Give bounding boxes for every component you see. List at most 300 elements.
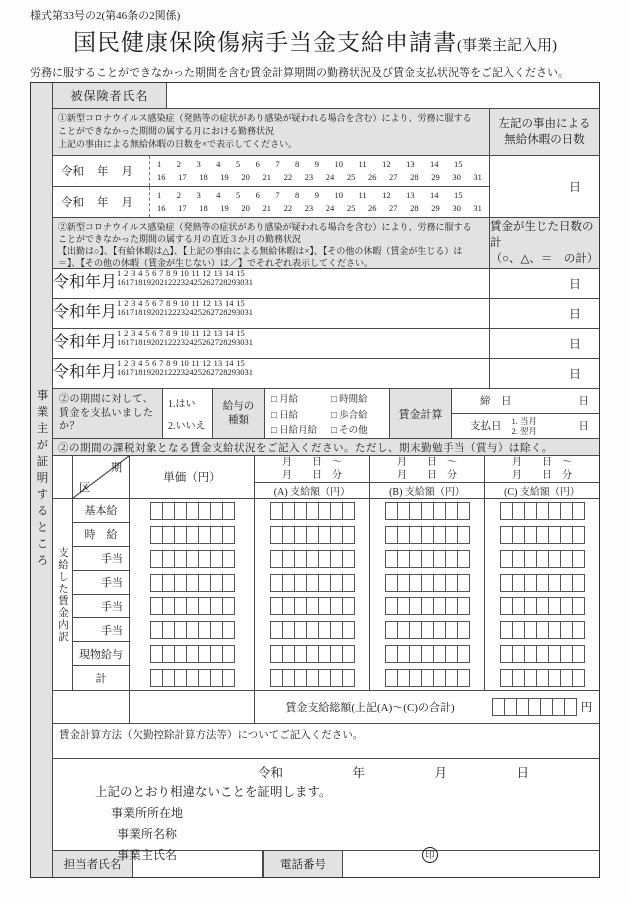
day-numbers-16-31 (157, 173, 482, 182)
digit-boxes (492, 698, 576, 716)
digit-boxes-cell (255, 499, 369, 523)
salary-type-line: 給与の (222, 400, 255, 412)
section2-description (53, 218, 489, 268)
digit-boxes (150, 550, 234, 568)
day-number: 15 (236, 358, 245, 368)
day-number: 22 (283, 202, 293, 213)
day-number: 24 (185, 337, 194, 347)
day-number: 1 (157, 189, 162, 200)
era-label: 令和 (61, 165, 84, 178)
row-label-total: 計 (95, 673, 107, 686)
salary-type-option (271, 407, 331, 421)
day-number: 17 (178, 202, 187, 213)
digit-box (457, 550, 470, 568)
day-number: 24 (185, 277, 194, 287)
day-number: 11 (191, 328, 200, 338)
digit-box (457, 621, 470, 639)
day-number: 22 (283, 171, 293, 182)
checkbox-icon: □ (271, 426, 277, 437)
day-number: 19 (220, 202, 229, 213)
closing-day-row (452, 389, 599, 414)
day-number: 6 (152, 328, 157, 338)
digit-boxes (270, 502, 354, 520)
checkbox-icon: □ (331, 410, 337, 421)
day-number: 9 (173, 358, 178, 368)
day-number: 9 (173, 298, 178, 308)
digit-boxes-cell (130, 618, 254, 642)
owner-name-label: 事業主氏名 (117, 848, 178, 862)
day-number: 9 (314, 189, 319, 200)
payment-question-row (53, 389, 599, 439)
day-number: 2 (124, 298, 129, 308)
era-date-cell (53, 359, 117, 388)
contact-person-label: 担当者氏名 (53, 851, 133, 877)
day-number: 13 (406, 158, 415, 169)
day-unit: 日 (578, 396, 589, 408)
section1-right-header (489, 109, 599, 155)
digit-boxes (500, 502, 584, 520)
year-label: 年 (85, 274, 102, 291)
day-number: 25 (193, 367, 203, 377)
day-number: 6 (152, 268, 157, 278)
paid-days-cell: 日 (489, 329, 599, 358)
year-label: 年 (85, 364, 102, 381)
digit-boxes (500, 645, 584, 663)
insured-name-row (53, 83, 599, 109)
day-number: 1 (117, 298, 122, 308)
digit-boxes (500, 550, 584, 568)
day-number: 20 (241, 202, 250, 213)
day-number: 30 (236, 307, 245, 317)
day-number: 9 (173, 268, 178, 278)
day-number: 29 (227, 337, 237, 347)
date-era: 令和 (258, 766, 284, 780)
era-date-cell (53, 269, 117, 298)
checkbox-icon: □ (271, 394, 277, 405)
total-spacer (53, 691, 130, 723)
day-number: 7 (159, 268, 164, 278)
day-number: 26 (367, 202, 377, 213)
payday-options (512, 416, 538, 436)
day-number: 17 (125, 367, 135, 377)
digit-boxes-cell (485, 666, 599, 690)
digit-boxes (150, 526, 234, 544)
day-number: 18 (134, 367, 143, 377)
day-number: 29 (227, 307, 237, 317)
day-number: 4 (216, 158, 221, 169)
unpaid-leave-days-cell: 日 (489, 156, 599, 217)
day-number: 31 (473, 202, 482, 213)
day-number: 2 (124, 358, 129, 368)
section2-desc-line: 【出勤は○】、【有給休暇は△】、【上記の事由による無給休暇は×】、【その他の休暇（賃金が生じる）は (58, 246, 463, 256)
digit-box (457, 645, 470, 663)
section2-calendar-row (53, 359, 599, 389)
digit-box (572, 550, 585, 568)
day-grid (117, 359, 253, 388)
digit-boxes-cell (485, 523, 599, 547)
digit-box (457, 597, 470, 615)
day-number: 5 (145, 298, 150, 308)
day-number: 15 (236, 328, 245, 338)
day-number: 28 (219, 367, 228, 377)
digit-boxes (385, 502, 469, 520)
digit-box (457, 526, 470, 544)
unit-price-column (130, 499, 255, 690)
day-number: 16 (157, 171, 166, 182)
digit-boxes-cell (370, 499, 484, 523)
day-number: 6 (255, 189, 260, 200)
page-title (0, 24, 630, 57)
day-number: 1 (117, 328, 122, 338)
day-number: 20 (241, 171, 250, 182)
digit-boxes-cell (485, 642, 599, 666)
calendar-row (53, 187, 489, 217)
section1-right-line: 左記の事由による (498, 118, 591, 130)
day-number: 29 (227, 367, 237, 377)
day-numbers-16-31 (117, 278, 253, 287)
salary-type-option (331, 422, 387, 436)
day-number: 13 (213, 298, 223, 308)
digit-box (572, 669, 585, 687)
digit-boxes-cell (130, 523, 254, 547)
day-number: 22 (168, 277, 177, 287)
day-number: 17 (125, 277, 135, 287)
digit-boxes-cell (370, 666, 484, 690)
day-number: 8 (295, 158, 300, 169)
day-number: 1 (117, 358, 122, 368)
day-number: 18 (199, 202, 208, 213)
day-numbers-16-31 (117, 338, 253, 347)
application-form (30, 82, 600, 878)
digit-box (457, 669, 470, 687)
day-number: 7 (275, 158, 280, 169)
digit-boxes (500, 574, 584, 592)
salary-type-text: 歩合給 (339, 410, 368, 421)
amount-header-a: (A) 支給額（円） (273, 487, 351, 498)
day-number: 24 (325, 171, 335, 182)
salary-type-label (213, 389, 265, 438)
digit-boxes (385, 550, 469, 568)
day-number: 27 (210, 337, 220, 347)
era-label: 令和 (53, 334, 86, 351)
day-number: 7 (159, 328, 164, 338)
owner-name-line (117, 846, 599, 863)
title-suffix: (事業主記入用) (457, 38, 557, 54)
day-number: 15 (454, 158, 463, 169)
section2-right-line: 賃金が生じた日数の計 (490, 221, 594, 249)
month-label: 月 (121, 196, 133, 209)
wage-table-body (53, 499, 599, 691)
day-number: 10 (180, 328, 189, 338)
digit-box (572, 574, 585, 592)
row-label-hourly-wage: 時 給 (73, 523, 129, 547)
amount-header-b: (B) 支給額（円） (389, 487, 465, 498)
day-number: 13 (213, 358, 223, 368)
day-number: 30 (452, 171, 461, 182)
office-address-label: 事業所所在地 (111, 806, 184, 820)
breakdown-label: 支給した賃金内訳 (57, 546, 68, 643)
day-number: 6 (152, 358, 157, 368)
day-number: 12 (202, 358, 211, 368)
amount-column-a (255, 499, 370, 690)
period-label: 期 (111, 462, 122, 474)
day-number: 19 (220, 171, 229, 182)
digit-box (222, 574, 235, 592)
salary-type-text: 日給 (279, 410, 299, 421)
day-number: 10 (334, 158, 343, 169)
digit-box (222, 645, 235, 663)
day-number: 10 (180, 268, 189, 278)
day-number: 16 (117, 307, 126, 317)
day-number: 17 (178, 171, 187, 182)
day-number: 12 (382, 158, 391, 169)
day-number: 11 (191, 268, 200, 278)
section1-desc-line: 上記の事由による無給休暇の日数を×で表示してください。 (58, 139, 298, 149)
payment-answer-options (163, 389, 213, 438)
day-number: 3 (131, 358, 136, 368)
section2-desc-line: ことができなかった期間の属する月の直近３か月の勤務状況 (58, 234, 302, 244)
day-number: 2 (124, 328, 129, 338)
section1-desc-line: ①新型コロナウイルス感染症（発熱等の症状があり感染が疑われる場合を含む）により、労務に服する (58, 113, 472, 123)
year-label: 年 (85, 304, 102, 321)
calendar-row (53, 329, 489, 358)
day-number: 14 (430, 189, 439, 200)
day-number: 25 (193, 307, 203, 317)
day-number: 31 (473, 171, 482, 182)
row-label-allowance: 手当 (73, 618, 129, 642)
digit-box (222, 669, 235, 687)
digit-boxes-cell (485, 547, 599, 571)
digit-boxes-cell (255, 547, 369, 571)
day-number: 14 (224, 358, 234, 368)
row-label-allowance: 手当 (73, 547, 129, 571)
digit-boxes-cell (255, 523, 369, 547)
day-number: 15 (236, 268, 245, 278)
total-spacer (130, 691, 255, 723)
digit-boxes-cell (255, 595, 369, 619)
day-number: 7 (275, 189, 280, 200)
day-number: 12 (382, 189, 391, 200)
day-numbers-16-31 (157, 204, 482, 213)
wage-calc-label: 賃金計算 (390, 389, 452, 438)
digit-boxes (150, 669, 234, 687)
day-grid (117, 269, 253, 298)
month-label: 月 (101, 304, 118, 321)
salary-type-option (271, 422, 331, 436)
amount-column-c (485, 499, 599, 690)
calc-method-note: 賃金計算方法（欠勤控除計算方法等）についてご記入ください。 (53, 724, 599, 759)
day-number: 29 (227, 277, 237, 287)
payment-question: ②の期間に対して、賃金を支払いましたか？ (53, 389, 163, 438)
salary-type-options (265, 389, 390, 438)
digit-box (342, 621, 355, 639)
era-date-cell (53, 329, 117, 358)
day-number: 21 (159, 367, 169, 377)
digit-boxes-cell (130, 666, 254, 690)
day-number: 28 (410, 171, 419, 182)
day-number: 31 (244, 277, 254, 287)
period-range-line: 月 日 ～ (397, 457, 457, 468)
digit-box (572, 526, 585, 544)
salary-type-text: 月給 (279, 394, 299, 405)
day-number: 5 (145, 358, 150, 368)
digit-boxes (500, 669, 584, 687)
day-number: 29 (431, 171, 440, 182)
period-range-line: 月 日 分 (282, 470, 342, 481)
day-number: 30 (236, 277, 245, 287)
day-number: 18 (199, 171, 208, 182)
wage-total-row (53, 691, 599, 724)
digit-boxes-cell (370, 642, 484, 666)
insured-name-field (166, 83, 599, 108)
day-number: 9 (314, 158, 319, 169)
day-number: 3 (196, 158, 201, 169)
digit-boxes (385, 574, 469, 592)
section2-calendar-row (53, 299, 599, 329)
digit-boxes-cell (130, 642, 254, 666)
digit-boxes (385, 669, 469, 687)
option-yes: 1.はい (168, 399, 196, 411)
payday-label: 支払日 (470, 421, 502, 433)
yen-label: 円 (580, 702, 593, 714)
checkbox-icon: □ (271, 410, 277, 421)
day-number: 23 (304, 202, 314, 213)
digit-boxes (270, 550, 354, 568)
day-number: 4 (138, 358, 143, 368)
salary-type-text: その他 (339, 426, 368, 437)
day-number: 30 (236, 367, 245, 377)
digit-box (342, 502, 355, 520)
section1-description (53, 109, 489, 155)
office-name-label: 事業所名称 (117, 827, 178, 841)
digit-box (222, 597, 235, 615)
row-label-base-salary: 基本給 (73, 499, 129, 523)
title-main: 国民健康保険傷病手当金支給申請書 (73, 30, 457, 55)
day-number: 8 (166, 268, 171, 278)
year-label: 年 (97, 196, 109, 209)
digit-boxes (150, 502, 234, 520)
day-number: 8 (295, 189, 300, 200)
section1-calendar-block (53, 156, 599, 218)
taxable-wage-note: ②の期間の課税対象となる賃金支給状況をご記入ください。ただし、期末勤勉手当（賞与）は除く。 (53, 439, 599, 456)
section2-desc-line: ②新型コロナウイルス感染症（発熱等の症状があり感染が疑われる場合を含む）により、労務に服する (58, 222, 472, 232)
day-number: 23 (304, 171, 314, 182)
digit-boxes (385, 526, 469, 544)
day-number: 22 (168, 307, 177, 317)
day-number: 21 (159, 337, 169, 347)
day-number: 7 (159, 358, 164, 368)
digit-boxes-cell (485, 595, 599, 619)
day-numbers-1-15 (157, 191, 463, 200)
year-label: 年 (85, 334, 102, 351)
day-number: 11 (191, 358, 200, 368)
digit-boxes (150, 645, 234, 663)
day-number: 13 (213, 328, 223, 338)
date-year: 年 (352, 766, 365, 780)
period-range (485, 456, 599, 483)
digit-boxes-cell (370, 523, 484, 547)
unit-price-header: 単価（円） (130, 456, 255, 498)
certification-date (258, 763, 529, 781)
day-number: 18 (134, 277, 143, 287)
section2-calendar-row (53, 329, 599, 359)
era-date-cell (53, 156, 149, 186)
period-range-line: 月 日 ～ (282, 457, 342, 468)
row-label-allowance: 手当 (73, 571, 129, 595)
day-number: 23 (176, 337, 186, 347)
day-number: 15 (454, 189, 463, 200)
era-label: 令和 (53, 274, 86, 291)
day-grid (149, 156, 489, 186)
row-label-column (73, 499, 130, 690)
period-range (255, 456, 369, 483)
day-number: 28 (410, 202, 419, 213)
day-number: 23 (176, 307, 186, 317)
day-number: 24 (325, 202, 335, 213)
day-numbers-16-31 (117, 368, 253, 377)
day-number: 26 (367, 171, 377, 182)
period-range-line: 月 日 ～ (512, 457, 572, 468)
day-number: 17 (125, 337, 135, 347)
section1-calendar-rows (53, 156, 489, 217)
digit-boxes-cell (370, 618, 484, 642)
section2-calendar-row (53, 269, 599, 299)
calendar-row (53, 299, 489, 328)
digit-boxes (150, 621, 234, 639)
period-range (370, 456, 484, 483)
day-number: 4 (138, 268, 143, 278)
day-number: 19 (142, 367, 152, 377)
row-label-in-kind: 現物給与 (73, 642, 129, 666)
day-number: 10 (334, 189, 343, 200)
digit-boxes-cell (255, 642, 369, 666)
insured-name-label: 被保険者氏名 (53, 83, 166, 108)
day-number: 21 (159, 307, 169, 317)
day-number: 18 (134, 337, 143, 347)
day-number: 23 (176, 277, 186, 287)
digit-boxes-cell (485, 571, 599, 595)
period-range-line: 月 日 分 (512, 470, 572, 481)
calendar-row (53, 269, 489, 298)
calendar-row (53, 156, 489, 187)
day-number: 31 (244, 307, 254, 317)
digit-boxes-cell (255, 618, 369, 642)
day-number: 2 (176, 189, 181, 200)
day-number: 31 (244, 367, 254, 377)
day-number: 24 (185, 367, 194, 377)
digit-boxes-cell (255, 666, 369, 690)
day-number: 16 (117, 367, 126, 377)
digit-box (457, 574, 470, 592)
paid-days-cell: 日 (489, 359, 599, 388)
day-number: 25 (193, 277, 203, 287)
paid-days-cell: 日 (489, 299, 599, 328)
day-number: 10 (180, 358, 189, 368)
day-number: 25 (346, 202, 356, 213)
paid-days-cell: 日 (489, 269, 599, 298)
era-date-cell (53, 299, 117, 328)
seal-icon: 印 (422, 847, 438, 863)
option-no: 2.いいえ (168, 420, 206, 432)
day-number: 4 (216, 189, 221, 200)
day-number: 20 (151, 367, 160, 377)
digit-boxes-cell (130, 499, 254, 523)
day-number: 25 (346, 171, 356, 182)
era-label: 令和 (61, 196, 84, 209)
day-number: 5 (145, 268, 150, 278)
day-number: 6 (152, 298, 157, 308)
digit-boxes-cell (370, 571, 484, 595)
